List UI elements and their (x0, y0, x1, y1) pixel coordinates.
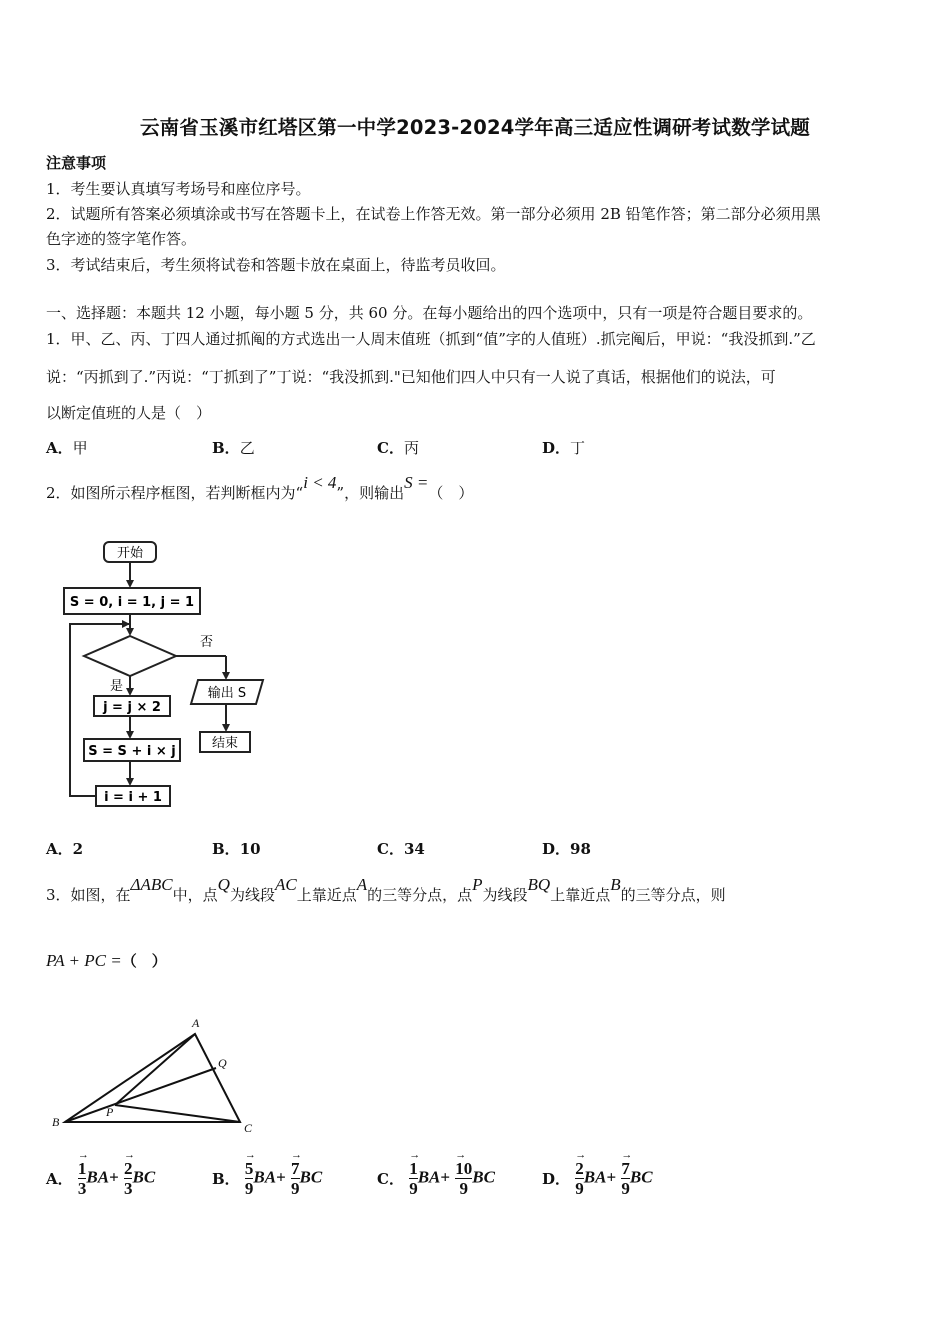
q3-triangle-figure (40, 1012, 270, 1142)
segment-pc (115, 1105, 240, 1122)
q2-option-c: C．34 (377, 840, 425, 858)
q2-option-b: B．10 (212, 840, 261, 858)
label-a: A (192, 1016, 200, 1030)
q3-option-a: A． → $\frac{1}{3}$ BA+ → $\frac{2}{3}$ BC (46, 1160, 155, 1197)
q3-option-c: C． → $\frac{1}{9}$ BA+ → $\frac{10}{9}$ BC (377, 1160, 495, 1197)
section-heading: 一、选择题：本题共 12 小题，每小题 5 分，共 60 分。在每小题给出的四个选项中，只有一项是符合题目要求的。 (46, 304, 813, 322)
label-c: C (244, 1121, 253, 1135)
fc-yes-label: 是 (110, 679, 124, 694)
notice-item-3: 3．考试结束后，考生须将试卷和答题卡放在桌面上，待监考员收回。 (46, 256, 506, 274)
label-q: Q (218, 1056, 227, 1070)
q1-option-d: D．丁 (542, 439, 586, 457)
q3-option-d: D． → $\frac{2}{9}$ BA+ → $\frac{7}{9}$ BC (542, 1160, 653, 1197)
fc-step3-label: i = i + 1 (104, 790, 162, 805)
q3-option-b: B． → $\frac{5}{9}$ BA+ → $\frac{7}{9}$ BC (212, 1160, 322, 1197)
fc-output-label: 输出 S (207, 686, 247, 701)
fc-decision (84, 636, 176, 676)
q2-option-a: A．2 (46, 840, 84, 858)
q1-option-b: B．乙 (212, 439, 255, 457)
label-b: B (52, 1115, 60, 1129)
q2-option-d: D．98 (542, 840, 591, 858)
page-title: 云南省玉溪市红塔区第一中学2023-2024学年高三适应性调研考试数学试题 (139, 116, 811, 139)
notice-item-1: 1．考生要认真填写考场号和座位序号。 (46, 180, 311, 198)
label-p: P (106, 1105, 114, 1119)
q3-expression: PA + PC =（ ） (46, 951, 167, 970)
q1-line-2: 说：“丙抓到了.”丙说：“丁抓到了”丁说：“我没抓到."已知他们四人中只有一人说了真话，根据他们的说法，可 (46, 368, 776, 386)
fc-init-label: S = 0, i = 1, j = 1 (69, 595, 195, 610)
q1-option-a: A．甲 (46, 439, 88, 457)
fc-end-label: 结束 (211, 736, 239, 751)
q2-condition: i < 4 (303, 473, 337, 492)
q3-stem: 3．如图，在ΔABC中，点Q为线段AC上靠近点A的三等分点，点P为线段BQ上靠近点B的三等分点，则 (46, 875, 726, 904)
q2-flowchart (58, 536, 278, 812)
q1-option-c: C．丙 (377, 439, 419, 457)
triangle-abc (65, 1034, 240, 1122)
fc-step2-label: S = S + i × j (88, 744, 176, 759)
q2-var: S = (404, 473, 429, 492)
notice-heading: 注意事项 (46, 154, 107, 172)
q1-line-3: 以断定值班的人是（ ） (46, 404, 212, 422)
fc-start-label: 开始 (116, 546, 144, 561)
segment-bq (65, 1068, 216, 1122)
fc-step1-label: j = j × 2 (103, 700, 161, 715)
segment-pa (115, 1034, 195, 1105)
q1-line-1: 1．甲、乙、丙、丁四人通过抓阄的方式选出一人周末值班（抓到“值”字的人值班）.抓完阄后，甲说：“我没抓到.”乙 (46, 330, 816, 348)
fc-no-label: 否 (200, 635, 214, 650)
notice-item-2-cont: 色字迹的签字笔作答。 (46, 230, 197, 248)
notice-item-2: 2．试题所有答案必须填涂或书写在答题卡上，在试卷上作答无效。第一部分必须用 2B 铅笔作答；第二部分必须用黑 (46, 205, 821, 223)
q2-stem: 2．如图所示程序框图，若判断框内为“i < 4”，则输出S =（ ） (46, 473, 474, 502)
